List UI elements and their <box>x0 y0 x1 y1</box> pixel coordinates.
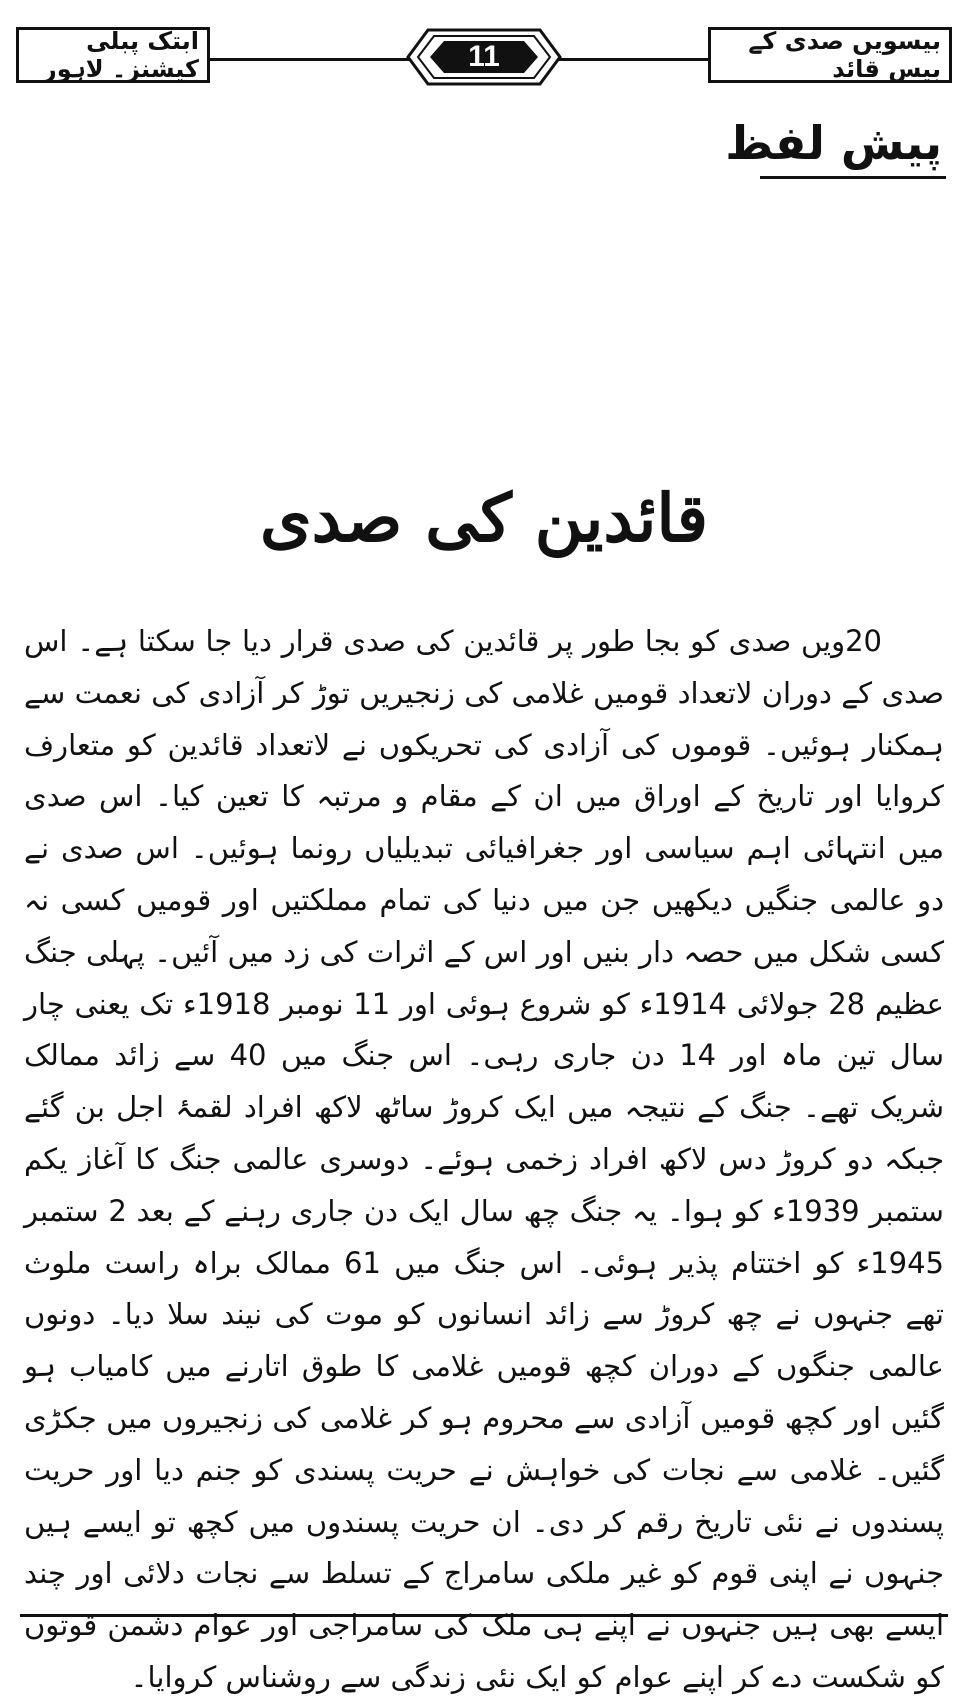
page-number-badge <box>404 24 564 90</box>
header-book-title: بیسویں صدی کے بیس قائد <box>708 27 952 83</box>
header-publisher: ابتک پبلی کیشنز۔ لاہور <box>16 27 210 83</box>
section-heading: پیش لفظ <box>725 116 942 170</box>
body-paragraph <box>24 616 944 1704</box>
section-heading-underline <box>760 176 946 179</box>
body-text: 20ویں صدی کو بجا طور پر قائدین کی صدی قرار دیا جا سکتا ہے۔ اس صدی کے دوران لاتعداد قومیں غلامی کی زنجیریں توڑ کر آزادی کی نعمت سے ہمکنار ہوئیں۔ قوموں کی آزادی کی تحریکوں نے لاتعداد قائدین کو متعارف کروایا اور تاریخ کے اوراق میں ان کے مقام و مرتبہ کا تعین کیا۔ اس صدی میں انتہائی اہم سیاسی اور جغرافیائی تبدیلیاں رونما ہوئیں۔ اس صدی نے دو عالمی جنگیں دیکھیں جن میں دنیا کی تمام مملکتیں اور قومیں کسی نہ کسی شکل میں حصہ دار بنیں اور اس کے اثرات کی زد میں آئیں۔ پہلی جنگ عظیم 28 جولائی 1914ء کو شروع ہوئی اور 11 نومبر 1918ء تک یعنی چار سال تین ماہ اور 14 دن جاری رہی۔ اس جنگ میں 40 سے زائد ممالک شریک تھے۔ جنگ کے نتیجہ میں ایک کروڑ ساٹھ لاکھ افراد لقمۂ اجل بن گئے جبکہ دو کروڑ دس لاکھ افراد زخمی ہوئے۔ دوسری عالمی جنگ کا آغاز یکم ستمبر 1939ء کو ہوا۔ یہ جنگ چھ سال ایک دن جاری رہنے کے بعد 2 ستمبر 1945ء کو اختتام پذیر ہوئی۔ اس جنگ میں 61 ممالک براہ راست ملوث تھے جنہوں نے چھ کروڑ سے زائد انسانوں کو موت کی نیند سلا دیا۔ دونوں عالمی جنگوں کے دوران کچھ قومیں غلامی کا طوق اتارنے میں کامیاب ہو گئیں اور کچھ قومیں آزادی سے محروم ہو کر غلامی کی زنجیروں میں جکڑی گئیں۔ غلامی سے نجات کی خواہش نے حریت پسندی کو جنم دیا اور حریت پسندوں نے نئی تاریخ رقم کر دی۔ ان حریت پسندوں میں کچھ تو ایسے ہیں جنہوں نے اپنی قوم کو غیر ملکی سامراج کے تسلط سے نجات دلائی اور چند ایسے بھی ہیں جنہوں نے اپنے ہی ملک کی سامراجی اور عوام دشمن قوتوں کو شکست دے کر اپنے عوام کو ایک نئی زندگی سے روشناس کروایا۔ <box>24 624 945 1694</box>
chapter-title: قائدین کی صدی <box>259 479 708 557</box>
page-number: 11 <box>468 40 500 73</box>
footer-rule <box>20 1614 948 1617</box>
